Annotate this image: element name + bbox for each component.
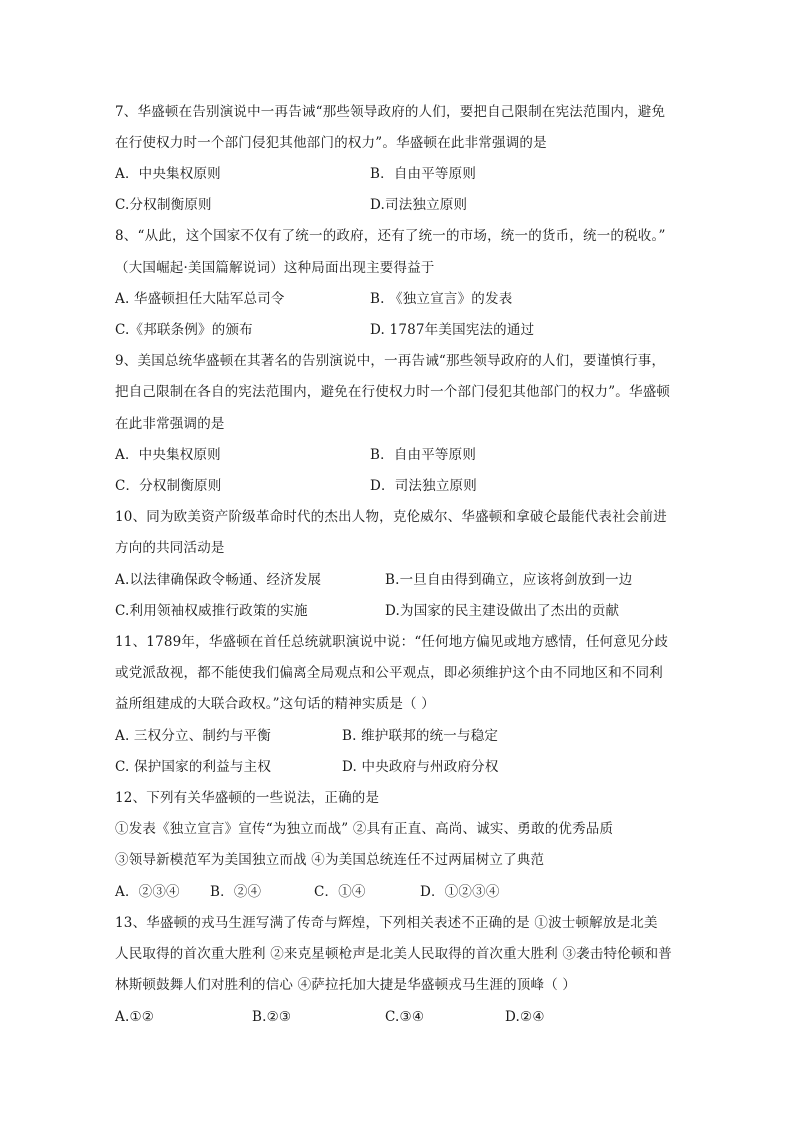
- q8-option-d: D. 1787年美国宪法的通过: [370, 322, 535, 338]
- q8-option-b: B. 《独立宣言》的发表: [370, 291, 513, 307]
- q11-option-a: A. 三权分立、制约与平衡: [115, 728, 271, 744]
- q11-stem-line-1: 11、1789年，华盛顿在首任总统就职演说中说：“任何地方偏见或地方感情，任何意见分歧: [115, 634, 669, 650]
- q12-option-a: A．②③④: [115, 884, 180, 900]
- q8-stem-line-2: （大国崛起·美国篇解说词）这种局面出现主要得益于: [115, 260, 435, 276]
- q11-option-b: B. 维护联邦的统一与稳定: [342, 728, 499, 744]
- q12-stem-line-1: 12、下列有关华盛顿的一些说法，正确的是: [115, 790, 380, 806]
- q9-option-c: C．分权制衡原则: [115, 478, 222, 494]
- q7-option-a: A．中央集权原则: [115, 166, 221, 182]
- q9-option-b: B．自由平等原则: [370, 447, 477, 463]
- q7-option-c: C.分权制衡原则: [115, 197, 212, 213]
- q8-option-a: A. 华盛顿担任大陆军总司令: [115, 291, 285, 307]
- q10-option-b: B.一旦自由得到确立，应该将剑放到一边: [385, 572, 633, 588]
- q8-option-c: C.《邦联条例》的颁布: [115, 322, 253, 338]
- q10-option-c: C.利用领袖权威推行政策的实施: [115, 603, 308, 619]
- q13-option-d: D.②④: [505, 1009, 545, 1025]
- q10-option-d: D.为国家的民主建设做出了杰出的贡献: [385, 603, 620, 619]
- q12-option-b: B．②④: [210, 884, 262, 900]
- q11-option-c: C. 保护国家的利益与主权: [115, 759, 272, 775]
- q10-stem-line-2: 方向的共同活动是: [115, 540, 225, 556]
- q11-stem-line-2: 或党派敌视，都不能使我们偏离全局观点和公平观点，即必须维护这个由不同地区和不同利: [115, 665, 663, 681]
- q12-option-d: D．①②③④: [420, 884, 500, 900]
- q11-option-d: D. 中央政府与州政府分权: [342, 759, 499, 775]
- q13-option-a: A.①②: [115, 1009, 155, 1025]
- q9-option-d: D．司法独立原则: [370, 478, 477, 494]
- q9-stem-line-3: 在此非常强调的是: [115, 416, 225, 432]
- q9-stem-line-2: 把自己限制在各自的宪法范围内，避免在行使权力时一个部门侵犯其他部门的权力”。华盛顿: [115, 384, 671, 400]
- q7-option-d: D.司法独立原则: [370, 197, 468, 213]
- q7-stem-line-2: 在行使权力时一个部门侵犯其他部门的权力”。华盛顿在此非常强调的是: [115, 135, 547, 151]
- q13-option-b: B.②③: [252, 1009, 292, 1025]
- q13-option-c: C.③④: [385, 1009, 425, 1025]
- q10-option-a: A.以法律确保政令畅通、经济发展: [115, 572, 322, 588]
- q9-stem-line-1: 9、美国总统华盛顿在其著名的告别演说中，一再告诫“那些领导政府的人们，要谨慎行事，: [115, 353, 666, 369]
- q10-stem-line-1: 10、同为欧美资产阶级革命时代的杰出人物，克伦威尔、华盛顿和拿破仑最能代表社会前进: [115, 509, 667, 525]
- q13-stem-line-2: 人民取得的首次重大胜利 ②来克星顿枪声是北美人民取得的首次重大胜利 ③袭击特伦顿和普: [115, 946, 672, 962]
- q7-option-b: B．自由平等原则: [370, 166, 477, 182]
- q8-stem-line-1: 8、“从此，这个国家不仅有了统一的政府，还有了统一的市场，统一的货币，统一的税收。”: [115, 228, 666, 244]
- q9-option-a: A．中央集权原则: [115, 447, 221, 463]
- q11-stem-line-3: 益所组建成的大联合政权。”这句话的精神实质是（ ）: [115, 696, 435, 712]
- q12-option-c: C．①④: [314, 884, 366, 900]
- q13-stem-line-3: 林斯顿鼓舞人们对胜利的信心 ④萨拉托加大捷是华盛顿戎马生涯的顶峰（ ）: [115, 977, 577, 993]
- q12-stem-line-2: ①发表《独立宣言》宣传“为独立而战” ②具有正直、高尚、诚实、勇敢的优秀品质: [115, 821, 614, 837]
- q13-stem-line-1: 13、华盛顿的戎马生涯写满了传奇与辉煌，下列相关表述不正确的是 ①波士顿解放是北美: [115, 915, 658, 931]
- q12-stem-line-3: ③领导新模范军为美国独立而战 ④为美国总统连任不过两届树立了典范: [115, 852, 545, 868]
- q7-stem-line-1: 7、华盛顿在告别演说中一再告诫“那些领导政府的人们，要把自己限制在宪法范围内，避免: [115, 104, 666, 120]
